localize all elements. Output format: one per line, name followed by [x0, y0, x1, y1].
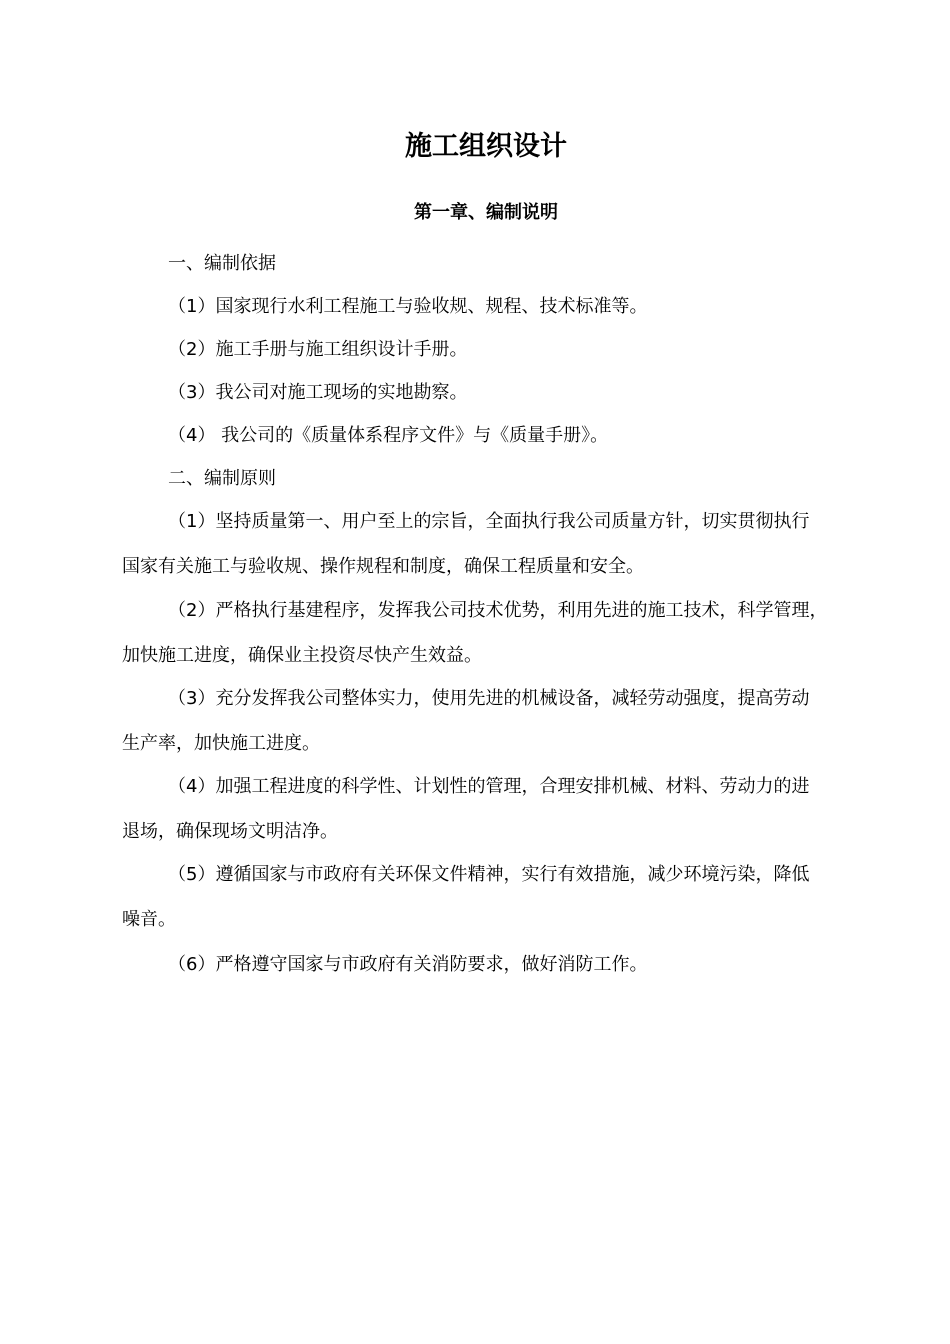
basis-item-3: （3）我公司对施工现场的实地勘察。 — [168, 382, 468, 403]
principle-item-4-line-2: 退场，确保现场文明洁净。 — [122, 821, 338, 842]
basis-item-1: （1）国家现行水利工程施工与验收规、规程、技术标准等。 — [168, 296, 648, 317]
principle-item-2-line-2: 加快施工进度，确保业主投资尽快产生效益。 — [122, 645, 482, 666]
principle-item-2-line-1: （2）严格执行基建程序，发挥我公司技术优势，利用先进的施工技术，科学管理， — [168, 600, 828, 621]
principle-item-1-line-2: 国家有关施工与验收规、操作规程和制度，确保工程质量和安全。 — [122, 556, 644, 577]
principle-item-5-line-2: 噪音。 — [122, 909, 176, 930]
principle-item-4-line-1: （4）加强工程进度的科学性、计划性的管理，合理安排机械、材料、劳动力的进 — [168, 776, 810, 797]
principle-item-5-line-1: （5）遵循国家与市政府有关环保文件精神，实行有效措施，减少环境污染，降低 — [168, 864, 810, 885]
document-title: 施工组织设计 — [405, 131, 567, 162]
basis-item-4: （4） 我公司的《质量体系程序文件》与《质量手册》。 — [168, 425, 609, 446]
principle-item-3-line-1: （3）充分发挥我公司整体实力，使用先进的机械设备，减轻劳动强度，提高劳动 — [168, 688, 810, 709]
section-heading-basis: 一、编制依据 — [168, 253, 276, 274]
basis-item-2: （2）施工手册与施工组织设计手册。 — [168, 339, 468, 360]
principle-item-1-line-1: （1）坚持质量第一、用户至上的宗旨，全面执行我公司质量方针，切实贯彻执行 — [168, 511, 810, 532]
principle-item-6-line-1: （6）严格遵守国家与市政府有关消防要求，做好消防工作。 — [168, 954, 648, 975]
chapter-title: 第一章、编制说明 — [414, 202, 558, 223]
principle-item-3-line-2: 生产率，加快施工进度。 — [122, 733, 320, 754]
section-heading-principles: 二、编制原则 — [168, 468, 276, 489]
